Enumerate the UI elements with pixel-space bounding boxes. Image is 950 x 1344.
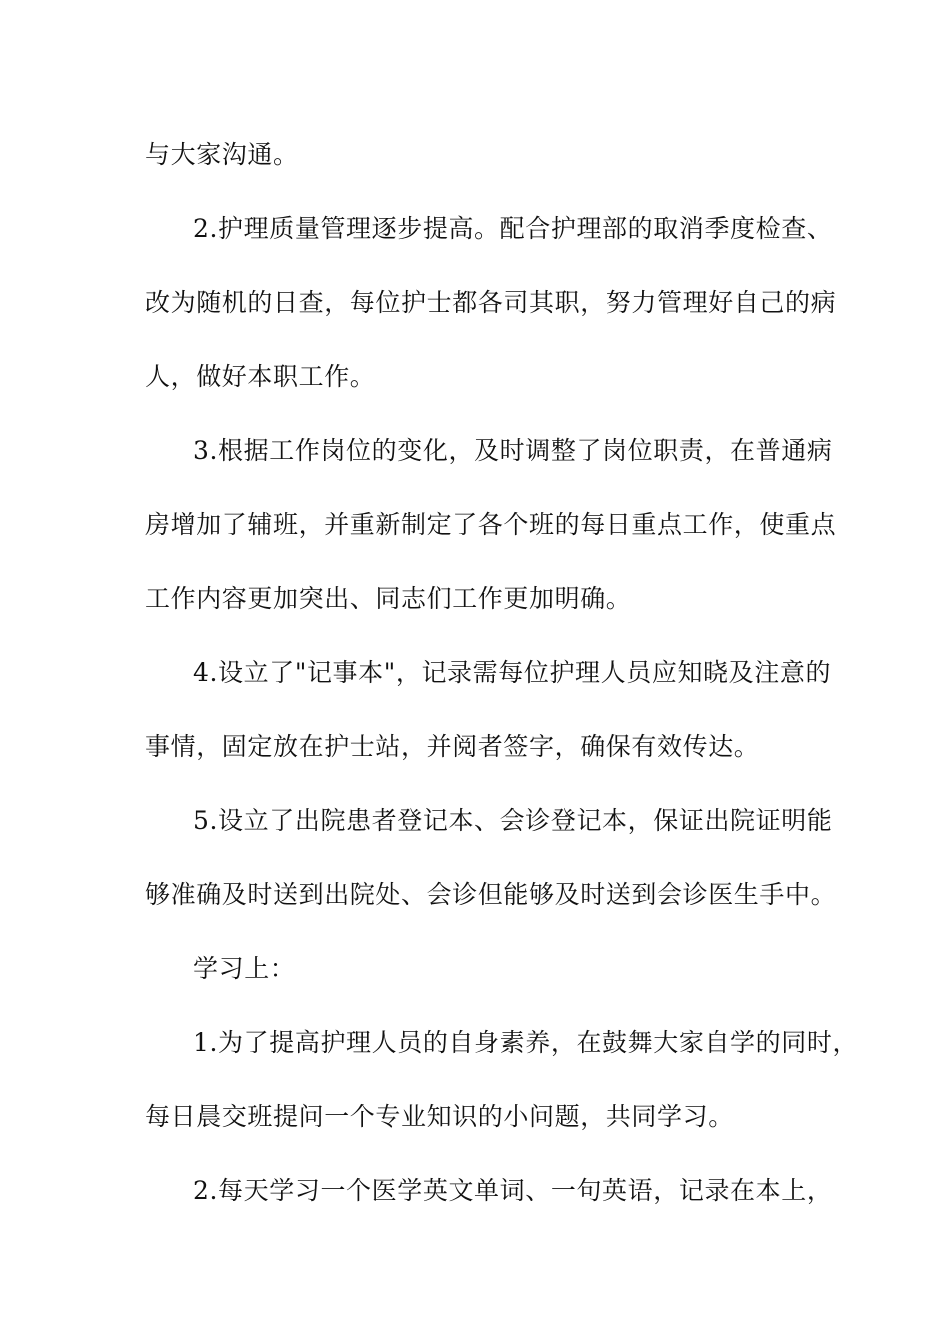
- text-line: 工作内容更加突出、同志们工作更加明确。: [145, 584, 632, 613]
- text-line: 2.每天学习一个医学英文单词、一句英语，记录在本上，: [193, 1176, 833, 1205]
- text-line: 人，做好本职工作。: [145, 362, 376, 391]
- text-line: 4.设立了"记事本"，记录需每位护理人员应知晓及注意的: [193, 658, 832, 687]
- text-line: 2.护理质量管理逐步提高。配合护理部的取消季度检查、: [193, 214, 833, 243]
- text-line: 与大家沟通。: [145, 140, 299, 169]
- text-line: 每日晨交班提问一个专业知识的小问题，共同学习。: [145, 1102, 734, 1131]
- text-line: 3.根据工作岗位的变化，及时调整了岗位职责，在普通病: [193, 436, 833, 465]
- text-line: 1.为了提高护理人员的自身素养，在鼓舞大家自学的同时，: [193, 1028, 859, 1057]
- text-line: 5.设立了出院患者登记本、会诊登记本，保证出院证明能: [193, 806, 833, 835]
- section-heading: 学习上：: [193, 954, 296, 983]
- text-line: 事情，固定放在护士站，并阅者签字，确保有效传达。: [145, 732, 760, 761]
- text-line: 够准确及时送到出院处、会诊但能够及时送到会诊医生手中。: [145, 880, 837, 909]
- text-line: 房增加了辅班，并重新制定了各个班的每日重点工作，使重点: [145, 510, 837, 539]
- text-line: 改为随机的日查，每位护士都各司其职，努力管理好自己的病: [145, 288, 837, 317]
